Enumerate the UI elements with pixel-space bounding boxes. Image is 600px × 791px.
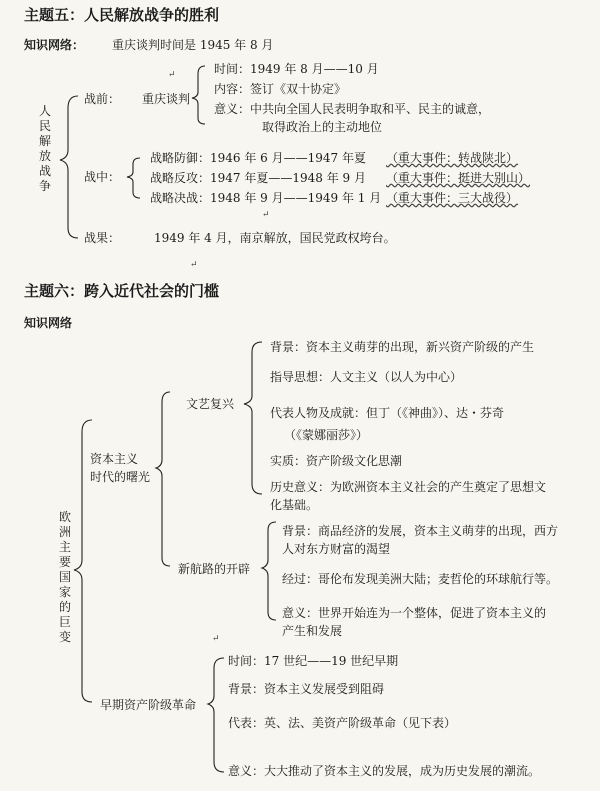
renaissance-significance-2: 化基础。	[270, 498, 319, 512]
before-time: 时间：1949 年 8 月——10 月	[214, 62, 379, 76]
revolution-label: 早期资产阶级革命	[100, 698, 197, 712]
section5-root: 人民解放战争	[38, 104, 51, 193]
during-item-text: 战略反攻：1947 年夏——1948 年 9 月	[150, 171, 366, 185]
renaissance-figures-2: （《蒙娜丽莎》）	[284, 428, 369, 442]
section6-network-label: 知识网络	[24, 316, 73, 330]
before-meaning-2: 取得政治上的主动地位	[262, 120, 383, 134]
return-mark-icon: ↵	[212, 634, 220, 644]
return-mark-icon: ↵	[190, 260, 198, 270]
return-mark-icon: ↵	[168, 70, 176, 80]
routes-meaning-1: 意义：世界开始连为一个整体，促进了资本主义的	[282, 606, 547, 620]
renaissance-figures-1: 代表人物及成就：但丁（《神曲》）、达・芬奇	[270, 406, 505, 420]
routes-meaning-2: 产生和发展	[282, 624, 343, 638]
routes-label: 新航路的开辟	[178, 562, 251, 576]
before-meaning-1: 意义：中共向全国人民表明争取和平、民主的诚意，	[214, 102, 491, 116]
revolution-time: 时间：17 世纪——19 世纪早期	[228, 654, 399, 668]
renaissance-background: 背景：资本主义萌芽的出现，新兴资产阶级的产生	[270, 340, 535, 354]
before-content: 内容：签订《双十协定》	[214, 82, 347, 96]
during-item-event: （重大事件：三大战役）	[386, 191, 519, 205]
routes-background-2: 人对东方财富的渴望	[282, 542, 391, 556]
section5-network-note: 重庆谈判时间是 1945 年 8 月	[112, 38, 274, 52]
during-item-event: （重大事件：转战陕北）	[386, 151, 519, 165]
result-label: 战果：	[84, 231, 121, 245]
renaissance-guide: 指导思想：人文主义（以人为中心）	[270, 370, 463, 384]
revolution-meaning: 意义：大大推动了资本主义的发展，成为历史发展的潮流。	[228, 764, 541, 778]
section6-root: 欧洲主要国家的巨变	[58, 510, 71, 644]
section6-title: 主题六：跨入近代社会的门槛	[24, 282, 220, 300]
before-topic: 重庆谈判	[142, 92, 191, 106]
during-item-text: 战略决战：1948 年 9 月——1949 年 1 月	[150, 191, 382, 205]
routes-process: 经过：哥伦布发现美洲大陆；麦哲伦的环球航行等。	[282, 572, 559, 586]
before-label: 战前：	[84, 92, 121, 106]
renaissance-essence: 实质：资产阶级文化思潮	[270, 454, 403, 468]
renaissance-label: 文艺复兴	[186, 397, 235, 411]
during-item-text: 战略防御：1946 年 6 月——1947 年夏	[150, 151, 366, 165]
during-label: 战中：	[84, 170, 121, 184]
return-mark-icon: ↵	[262, 210, 270, 220]
renaissance-significance-1: 历史意义：为欧洲资本主义社会的产生奠定了思想文	[270, 480, 547, 494]
section5-title: 主题五：人民解放战争的胜利	[24, 6, 220, 24]
section5-network-label: 知识网络：	[24, 38, 85, 52]
dawn-label-2: 时代的曙光	[90, 470, 151, 484]
dawn-label-1: 资本主义	[90, 452, 139, 466]
result-text: 1949 年 4 月，南京解放，国民党政权垮台。	[154, 231, 396, 245]
routes-background-1: 背景：商品经济的发展，资本主义萌芽的出现，西方	[282, 524, 559, 538]
revolution-background: 背景：资本主义发展受到阻碍	[228, 682, 385, 696]
during-item-event: （重大事件：挺进大别山）	[386, 171, 531, 185]
revolution-representative: 代表：英、法、美资产阶级革命（见下表）	[228, 716, 457, 730]
